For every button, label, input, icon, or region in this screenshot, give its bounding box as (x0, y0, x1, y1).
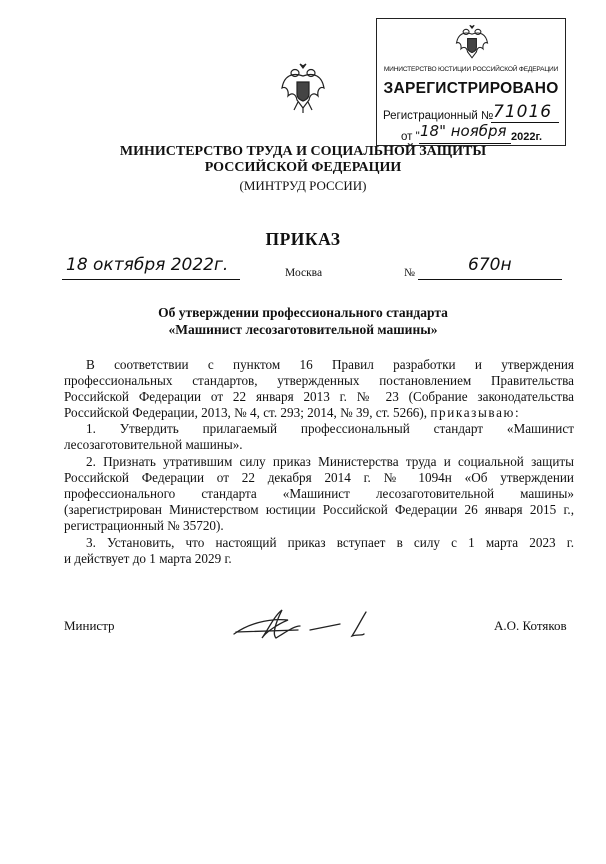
order-city: Москва (285, 267, 323, 279)
body-item2-line4: (зарегистрирован Министерством юстиции Российской Федерации 26 января 2015 г., (64, 502, 574, 517)
order-date: 18 октября 2022г. (66, 255, 229, 275)
signature-position: Министр (64, 618, 115, 633)
body-p1-command: приказываю: (430, 405, 521, 420)
body-p1-line4 (64, 405, 574, 421)
ministry-name-line1: МИНИСТЕРСТВО ТРУДА И СОЦИАЛЬНОЙ ЗАЩИТЫ (119, 144, 487, 159)
coat-of-arms-icon (455, 23, 489, 63)
stamp-title: ЗАРЕГИСТРИРОВАНО (383, 80, 559, 97)
body-item2-line3: профессионального стандарта «Машинист лесозаготовительной машины» (64, 486, 574, 501)
body-item3-line1: 3. Установить, что настоящий приказ вступает в силу с 1 марта 2023 г. (86, 535, 574, 550)
body-item2-line2: Российской Федерации от 22 декабря 2014 г. № 1094н «Об утверждении (64, 470, 574, 485)
stamp-ministry: МИНИСТЕРСТВО ЮСТИЦИИ РОССИЙСКОЙ ФЕДЕРАЦИИ (383, 66, 559, 73)
order-number-underline (418, 279, 562, 280)
stamp-date-prefix: от " (401, 131, 420, 143)
document-type: ПРИКАЗ (265, 229, 341, 249)
coat-of-arms-icon (280, 62, 326, 114)
ministry-abbreviation: (МИНТРУД РОССИИ) (239, 178, 367, 193)
body-p1-line2: профессиональных стандартов, утвержденных постановлением Правительства (64, 373, 574, 388)
body-p1-line3: Российской Федерации от 22 января 2013 г. № 23 (Собрание законодательства (64, 389, 574, 404)
stamp-reg-number: 71016 (493, 102, 553, 122)
handwritten-signature (228, 604, 388, 644)
body-item3-line2: и действует до 1 марта 2029 г. (64, 551, 232, 566)
subject-line2: «Машинист лесозаготовительной машины» (168, 322, 438, 337)
stamp-date-handwritten: 18" ноября (420, 122, 507, 140)
stamp-year: 2022г. (511, 131, 543, 143)
registration-stamp (376, 18, 566, 146)
body-item1-line2: лесозаготовительной машины». (64, 437, 243, 452)
body-item2-line1: 2. Признать утратившим силу приказ Министерства труда и социальной защиты (86, 454, 574, 469)
stamp-reg-label: Регистрационный № (383, 110, 494, 122)
subject-line1: Об утверждении профессионального стандарта (158, 305, 448, 320)
signature-name: А.О. Котяков (494, 618, 567, 633)
body-item1-line1: 1. Утвердить прилагаемый профессиональный стандарт «Машинист (86, 421, 574, 436)
order-number: 670н (468, 255, 512, 275)
body-item2-line5: регистрационный № 35720). (64, 518, 224, 533)
body-p1-line1: В соответствии с пунктом 16 Правил разработки и утверждения (86, 357, 574, 372)
ministry-name-line2: РОССИЙСКОЙ ФЕДЕРАЦИИ (204, 160, 402, 175)
body-p1-line4-text: Российской Федерации, 2013, № 4, ст. 293; 2014, № 39, ст. 5266), (64, 405, 428, 420)
order-number-prefix: № (404, 267, 415, 279)
order-date-underline (62, 279, 240, 280)
